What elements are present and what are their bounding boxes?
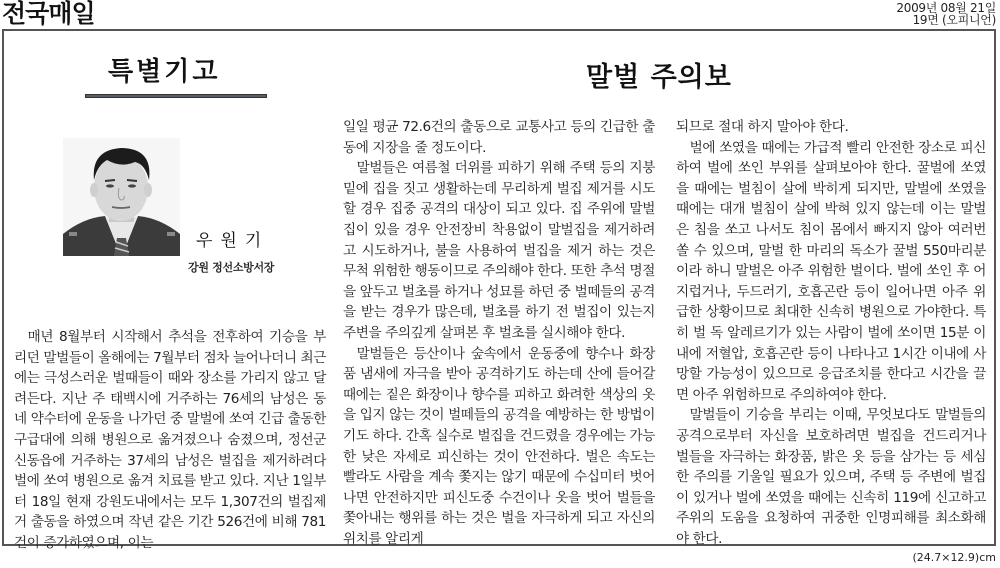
article-column-3: [676, 117, 986, 549]
article-column-2: [343, 117, 655, 549]
clipping-size-note: (24.7×12.9)cm: [912, 551, 996, 564]
newspaper-masthead: 전국매일: [2, 0, 95, 28]
article-headline: 말벌 주의보: [586, 62, 732, 93]
author-name: 우원기: [196, 231, 270, 251]
portrait-icon: [63, 138, 180, 256]
section-title: 특별기고: [108, 57, 221, 87]
section-underline-divider: [85, 94, 267, 98]
publication-date: 2009년 08월 21일: [896, 1, 996, 15]
page-section: 19면 (오피니언): [912, 13, 996, 27]
dateline: [896, 2, 996, 26]
article-paragraph: 벌에 쏘였을 때에는 가급적 빨리 안전한 장소로 피신하여 벌에 쏘인 부위를 살펴보아야 한다. 꿀벌에 쏘였을 때에는 벌침이 살에 박히게 되지만, 말벌에 쏘였을 때에는 대개 벌침이 살에 박혀 있지 않는데 이는 말벌은 침을 쏘고 나서도 침이 몸에서 빠지지 않아 여러번 쏠 수 있으며, 말벌 한 마리의 독소가 꿀벌 550마리분이라 하니 말벌은 아주 위험한 벌이다. 벌에 쏘인 후 어지럽거나, 두드러기, 호흡곤란 등이 일어나면 아주 위급한 상황이므로 최대한 신속히 병원으로 가야한다. 특히 벌 독 알레르기가 있는 사람이 벌에 쏘이면 15분 이내에 저혈압, 호흡곤란 등이 나타나고 1시간 이내에 사망할 가능성이 있으므로 응급조치를 한다고 시간을 끌면 아주 위험하므로 주의하여야 한다.: [676, 139, 986, 403]
author-title: 강원 정선소방서장: [188, 261, 275, 274]
article-paragraph: 되므로 절대 하지 말아야 한다.: [676, 119, 849, 135]
author-photo: [63, 138, 180, 256]
article-paragraph: 말벌들은 여름철 더위를 피하기 위해 주택 등의 지붕 밑에 집을 짓고 생활하는데 무리하게 벌집 제거를 시도할 경우 집중 공격의 대상이 되고 있다. 집 주위에 말벌집이 있을 경우 안전장비 착용없이 말벌집을 제거하려고 시도하거나, 불을 사용하여 벌집을 제거 하는 것은 무척 위험한 행동이므로 주의해야 한다. 또한 추석 명절을 앞두고 벌초를 하거나 성묘를 하던 중 벌떼들의 공격을 받는 경우가 많은데, 벌초를 하기 전 벌집이 있는지 주변을 주의깊게 살펴본 후 벌초를 실시해야 한다.: [343, 160, 655, 341]
article-paragraph: 매년 8월부터 시작해서 추석을 전후하여 기승을 부리던 말벌들이 올해에는 7월부터 점차 늘어나더니 최근에는 극성스러운 벌때들이 때와 장소를 가리지 않고 달려든다. 지난 주 태백시에 거주하는 76세의 남성은 동네 약수터에 운동을 나가던 중 말벌에 쏘여 긴급 출동한 구급대에 의해 병원으로 옮겨졌으나 숨졌으며, 정선군 신동읍에 거주하는 37세의 남성은 벌집을 제거하려다 벌에 쏘여 병원으로 옮겨 치료를 받고 있다. 지난 1일부터 18일 현재 강원도내에서는 모두 1,307건의 벌집제거 출동을 하였으며 작년 같은 기간 526건에 비해 781건이 증가하였으며, 이는: [14, 329, 326, 551]
article-paragraph: 말벌들이 기승을 부리는 이때, 무엇보다도 말벌들의 공격으로부터 자신을 보호하려면 벌집을 건드리거나 벌들을 자극하는 화장품, 밝은 옷 등을 삼가는 등 세심한 주의를 기울일 필요가 있으며, 주택 등 주변에 벌집이 있거나 벌에 쏘였을 때에는 신속히 119에 신고하고 주위의 도움을 요청하여 귀중한 인명피해를 최소화해야 한다.: [676, 407, 986, 547]
article-column-1: [14, 327, 326, 554]
article-paragraph: 일일 평균 72.6건의 출동으로 교통사고 등의 긴급한 출동에 지장을 줄 정도이다.: [343, 119, 655, 156]
article-paragraph: 말벌들은 등산이나 숲속에서 운동중에 향수나 화장품 냄새에 자극을 받아 공격하기도 하는데 산에 들어갈 때에는 짙은 화장이나 향수를 피하고 화려한 색상의 옷을 입지 않는 것이 벌떼들의 공격을 예방하는 한 방법이기도 하다. 간혹 실수로 벌집을 건드렸을 경우에는 가능한 낮은 자세로 피신하는 것이 안전하다. 벌은 속도는 빨라도 사람을 계속 쫓지는 않기 때문에 수십미터 벗어나면 안전하지만 피신도중 수건이나 옷을 벗어 벌들을 쫓아내는 행위를 하는 것은 벌을 자극하게 되고 자신의 위치를 알리게: [343, 345, 655, 547]
